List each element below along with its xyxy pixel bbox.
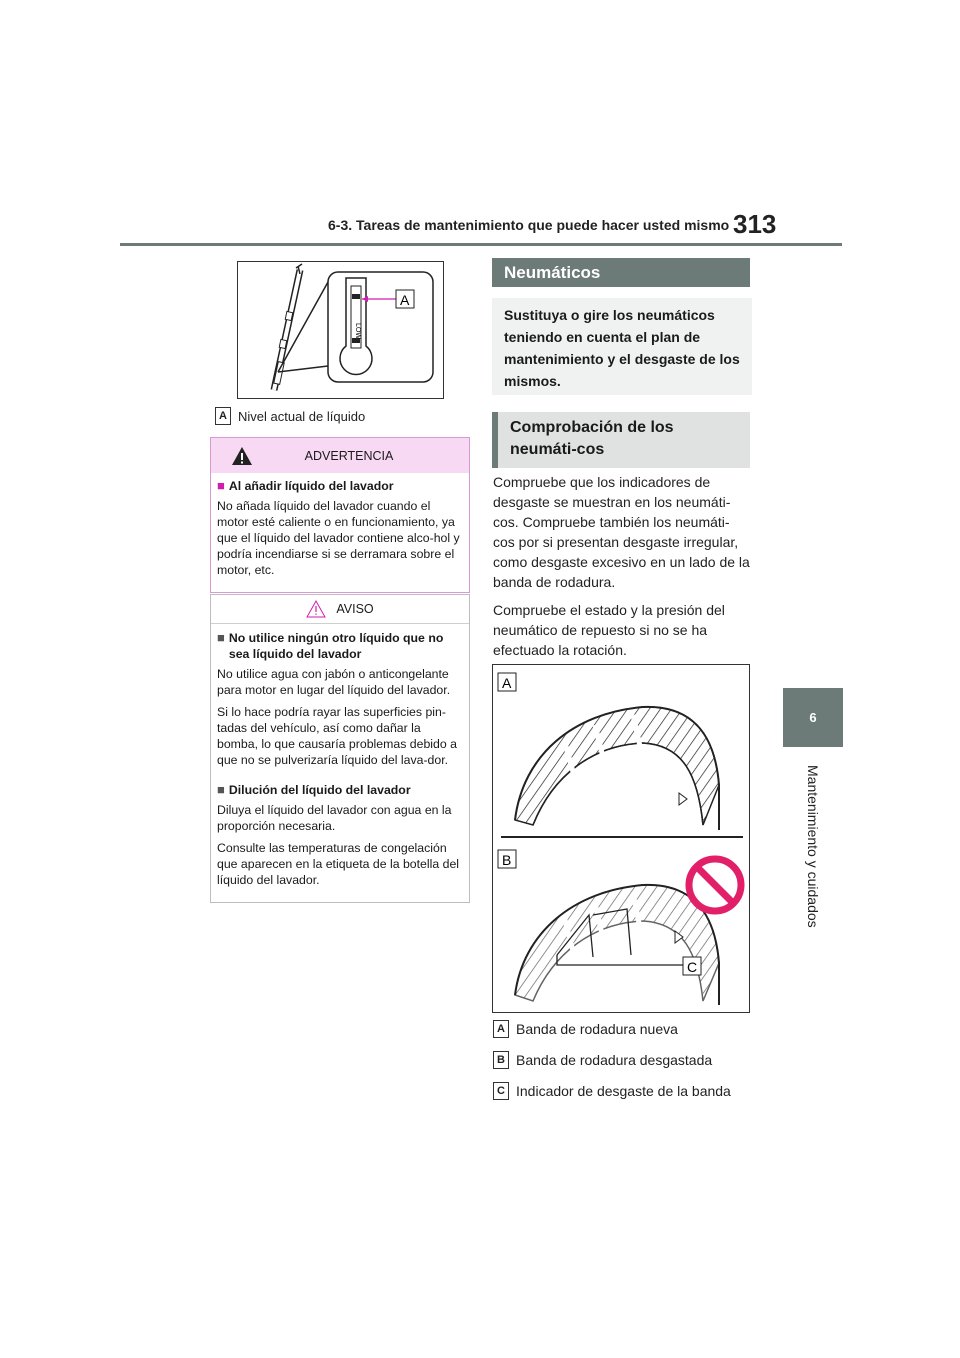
tire-legend-item <box>493 1051 712 1069</box>
tires-callout: Sustituya o gire los neumáticos teniendo en cuenta el plan de mantenimiento y el desgaste de los mismos. <box>492 298 752 395</box>
left-legend <box>215 407 365 425</box>
tire-tread-illustration <box>493 665 749 1012</box>
section-title: 6-3. Tareas de mantenimiento que puede hacer usted mismo <box>328 217 730 233</box>
notice-heading: AVISO <box>336 602 374 616</box>
chapter-side-label <box>740 760 886 928</box>
warning-item-title: ■ Al añadir líquido del lavador <box>217 478 394 493</box>
legend-key: A <box>215 407 231 425</box>
figure-label-c: C <box>687 959 698 975</box>
chapter-number: 6 <box>809 710 817 725</box>
legend-text: Indicador de desgaste de la banda <box>516 1083 731 1099</box>
tire-check-text <box>493 472 751 660</box>
square-bullet-icon: ■ <box>217 630 225 645</box>
figure-label-a: A <box>400 292 410 308</box>
tires-heading: Neumáticos <box>492 258 750 287</box>
notice-paragraph: No utilice agua con jabón o anticongelante para motor en lugar del líquido del lavador. <box>217 667 451 697</box>
body-paragraph: Compruebe que los indicadores de desgaste se muestran en los neumáti-cos. Compruebe también los neumáti-cos por si presentan desgaste irregular, como desgaste excesivo en un lado de la banda de rodadura. <box>493 474 750 590</box>
header-rule <box>120 243 842 246</box>
page-number: 313 <box>733 209 777 239</box>
notice-paragraph: Diluya el líquido del lavador con agua en la proporción necesaria. <box>217 803 452 833</box>
warning-triangle-icon <box>231 446 253 466</box>
legend-text: Nivel actual de líquido <box>238 408 366 424</box>
notice-item-title: ■ Dilución del líquido del lavador <box>217 782 411 797</box>
notice-item-title: ■ No utilice ningún otro líquido que no sea líquido del lavador <box>217 630 444 661</box>
warning-box <box>210 437 470 593</box>
tire-legend-item <box>493 1082 731 1100</box>
tire-check-heading: Comprobación de los neumáti-cos <box>492 412 750 468</box>
chapter-tab <box>783 688 843 747</box>
warning-item-text: No añada líquido del lavador cuando el motor esté caliente o en funcionamiento, ya que el líquido del lavador contiene alco-hol y podría incendiarse si se derramara sobre el motor, etc. <box>217 499 460 577</box>
legend-key: A <box>493 1020 509 1038</box>
body-paragraph: Compruebe el estado y la presión del neumático de repuesto si no se ha efectuado la rotación. <box>493 602 725 658</box>
notice-box <box>210 594 470 903</box>
figure-label-b: B <box>502 852 512 868</box>
chapter-label: Mantenimiento y cuidados <box>805 765 821 928</box>
notice-header <box>211 595 469 624</box>
tire-tread-figure <box>492 664 750 1013</box>
legend-text: Banda de rodadura nueva <box>516 1021 678 1037</box>
figure-label-a: A <box>502 675 512 691</box>
low-mark: LOW <box>354 323 361 339</box>
warning-heading: ADVERTENCIA <box>304 448 394 463</box>
notice-paragraph: Si lo hace podría rayar las superficies pin-tadas del vehículo, así como dañar la bomba, lo que causaría problemas debido a que no se pulverizaría líquido del lava-dor. <box>217 705 457 767</box>
legend-key: B <box>493 1051 509 1069</box>
caution-triangle-icon <box>306 600 326 618</box>
notice-paragraph: Consulte las temperaturas de congelación que aparecen en la etiqueta de la botella del líquido del lavador. <box>217 841 460 887</box>
warning-header <box>211 438 469 473</box>
legend-text: Banda de rodadura desgastada <box>516 1052 713 1068</box>
washer-level-figure <box>237 261 444 399</box>
washer-level-illustration <box>238 262 443 398</box>
square-bullet-icon: ■ <box>217 782 225 797</box>
tire-legend-item <box>493 1020 678 1038</box>
square-bullet-icon: ■ <box>217 478 225 493</box>
prohibited-icon <box>689 859 741 911</box>
legend-key: C <box>493 1082 509 1100</box>
